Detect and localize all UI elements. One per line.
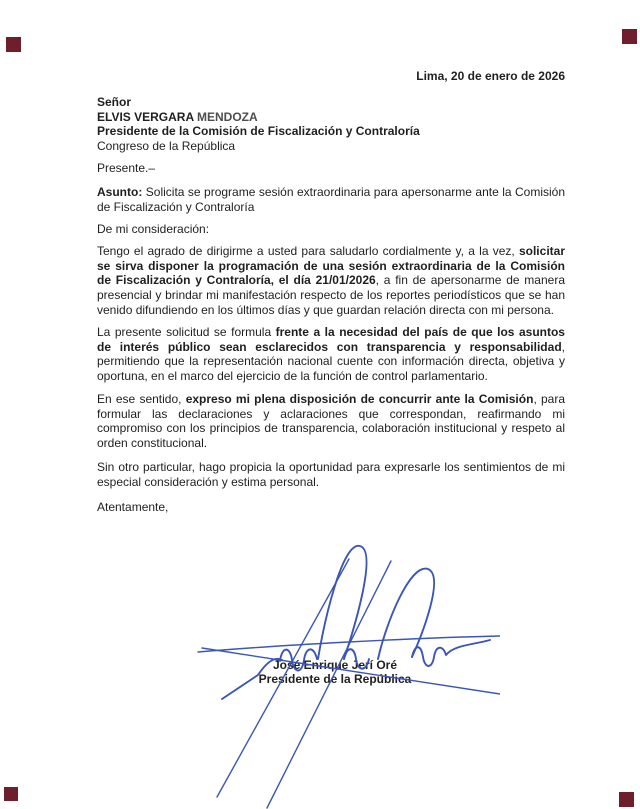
corner-mark-top-right [622, 29, 637, 44]
greeting-line: De mi consideración: [97, 222, 210, 236]
recipient-institution: Congreso de la República [97, 139, 236, 154]
signatory-name: José Enrique Jerí Oré [272, 658, 398, 672]
signatory-block [170, 658, 500, 686]
recipient-title: Presidente de la Comisión de Fiscalización y Contraloría [97, 124, 420, 139]
closing-line: Atentamente, [97, 500, 169, 514]
corner-mark-bottom-right [619, 792, 634, 807]
corner-mark-bottom-left [4, 787, 18, 801]
date-line: Lima, 20 de enero de 2026 [416, 69, 565, 83]
body-paragraph-4: Sin otro particular, hago propicia la oportunidad para expresarle los sentimientos de mi especial consideración y estima personal. [97, 460, 565, 489]
body-paragraph-1: Tengo el agrado de dirigirme a usted para saludarlo cordialmente y, a la vez, solicitar se sirva disponer la programación de una sesión extraordinaria de la Comisión de Fiscalización y Contraloría, el día 21/01/2026, a fin de apersonarme de manera presencial y brindar mi manifestación respecto de los reportes periodísticos que se han venido difundiendo en los últimos días y que guardan relación directa con mi persona. [97, 244, 565, 317]
recipient-name: ELVIS VERGARA MENDOZA [97, 109, 258, 124]
presente-line: Presente.– [97, 161, 156, 175]
recipient-salutation: Señor [97, 95, 132, 109]
body-paragraph-3: En ese sentido, expreso mi plena disposición de concurrir ante la Comisión, para formular las declaraciones y aclaraciones que correspondan, reafirmando mi compromiso con los principios de transparencia, colaboración institucional y respeto al orden constitucional. [97, 392, 565, 451]
body-paragraph-2: La presente solicitud se formula frente a la necesidad del país de que los asuntos de interés público sean esclarecidos con transparencia y responsabilidad, permitiendo que la representación nacional cuente con información directa, objetiva y oportuna, en el marco del ejercicio de la función de control parlamentario. [97, 325, 565, 384]
recipient-block [97, 95, 565, 154]
corner-mark-top-left [6, 37, 21, 52]
subject-line: Asunto: Solicita se programe sesión extraordinaria para apersonarme ante la Comisión de Fiscalización y Contraloría [97, 185, 565, 214]
signatory-title: Presidente de la República [258, 672, 412, 686]
